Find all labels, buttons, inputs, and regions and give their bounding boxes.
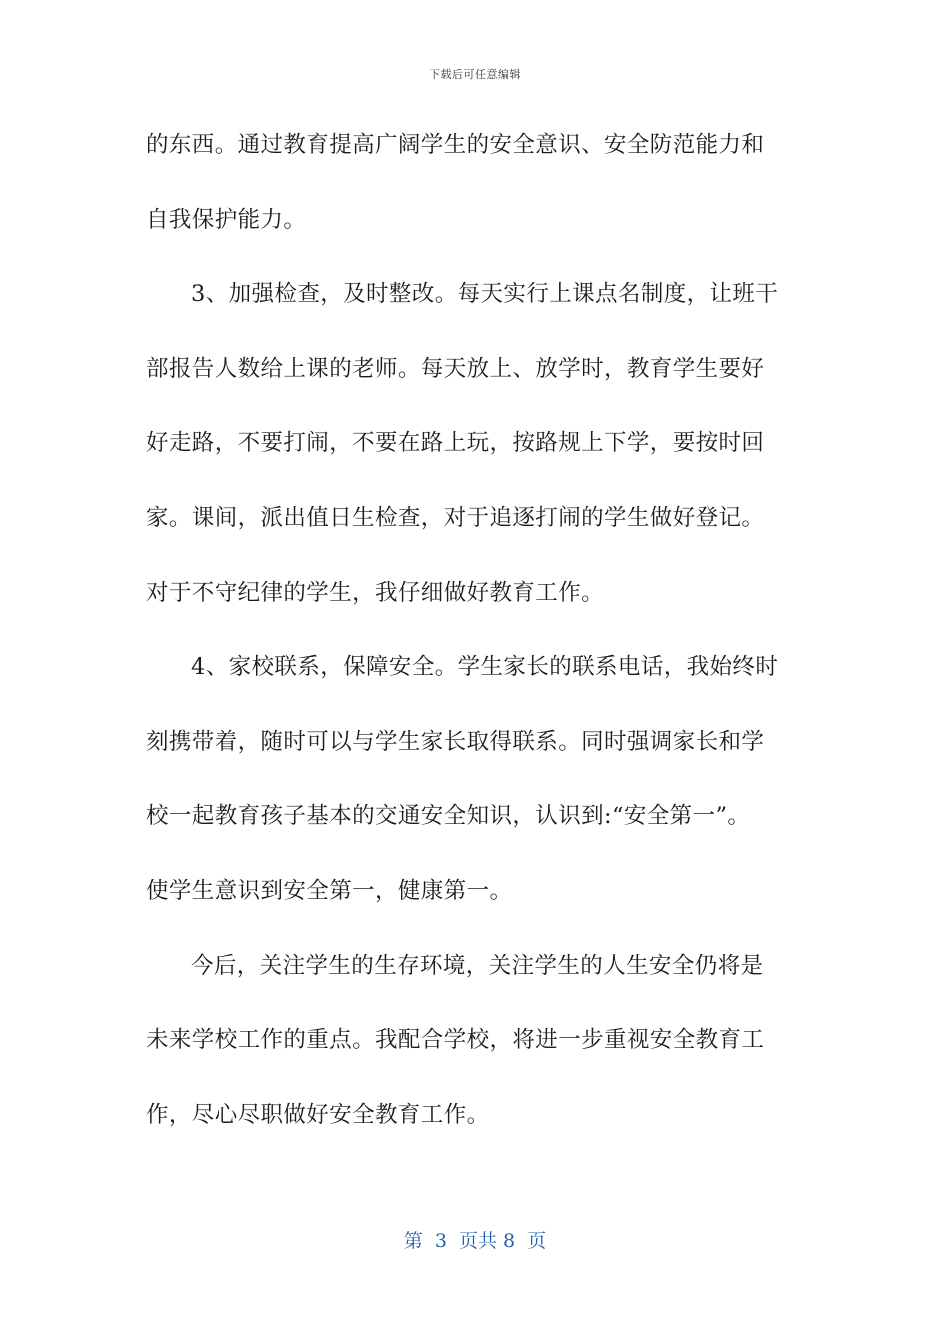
text-line: 刻携带着，随时可以与学生家长取得联系。同时强调家长和学 bbox=[146, 728, 765, 755]
document-body bbox=[146, 112, 806, 1156]
page-header: 下载后可任意编辑 bbox=[429, 68, 521, 81]
text-line: 家。课间，派出值日生检查，对于追逐打闹的学生做好登记。 bbox=[146, 504, 765, 531]
paragraph-start-line: 今后，关注学生的生存环境，关注学生的人生安全仍将是 bbox=[191, 952, 764, 979]
text-line: 未来学校工作的重点。我配合学校，将进一步重视安全教育工 bbox=[146, 1027, 765, 1054]
text-line: 作，尽心尽职做好安全教育工作。 bbox=[146, 1101, 490, 1128]
paragraph-start-line: 4、家校联系，保障安全。学生家长的联系电话，我始终时 bbox=[191, 654, 779, 681]
paragraph-start-line: 3、加强检查，及时整改。每天实行上课点名制度，让班干 bbox=[191, 281, 779, 308]
text-line: 的东西。通过教育提高广阔学生的安全意识、安全防范能力和 bbox=[146, 132, 765, 158]
text-line: 部报告人数给上课的老师。每天放上、放学时，教育学生要好 bbox=[146, 355, 765, 382]
text-line: 使学生意识到安全第一，健康第一。 bbox=[146, 877, 513, 904]
text-line: 对于不守纪律的学生，我仔细做好教育工作。 bbox=[146, 579, 605, 606]
page-number-footer: 第 3 页共 8 页 bbox=[403, 1230, 547, 1252]
text-line: 好走路，不要打闹，不要在路上玩，按路规上下学，要按时回 bbox=[146, 430, 765, 457]
text-line: 自我保护能力。 bbox=[146, 206, 307, 233]
text-line: 校一起教育孩子基本的交通安全知识，认识到:“安全第一”。 bbox=[146, 803, 751, 830]
